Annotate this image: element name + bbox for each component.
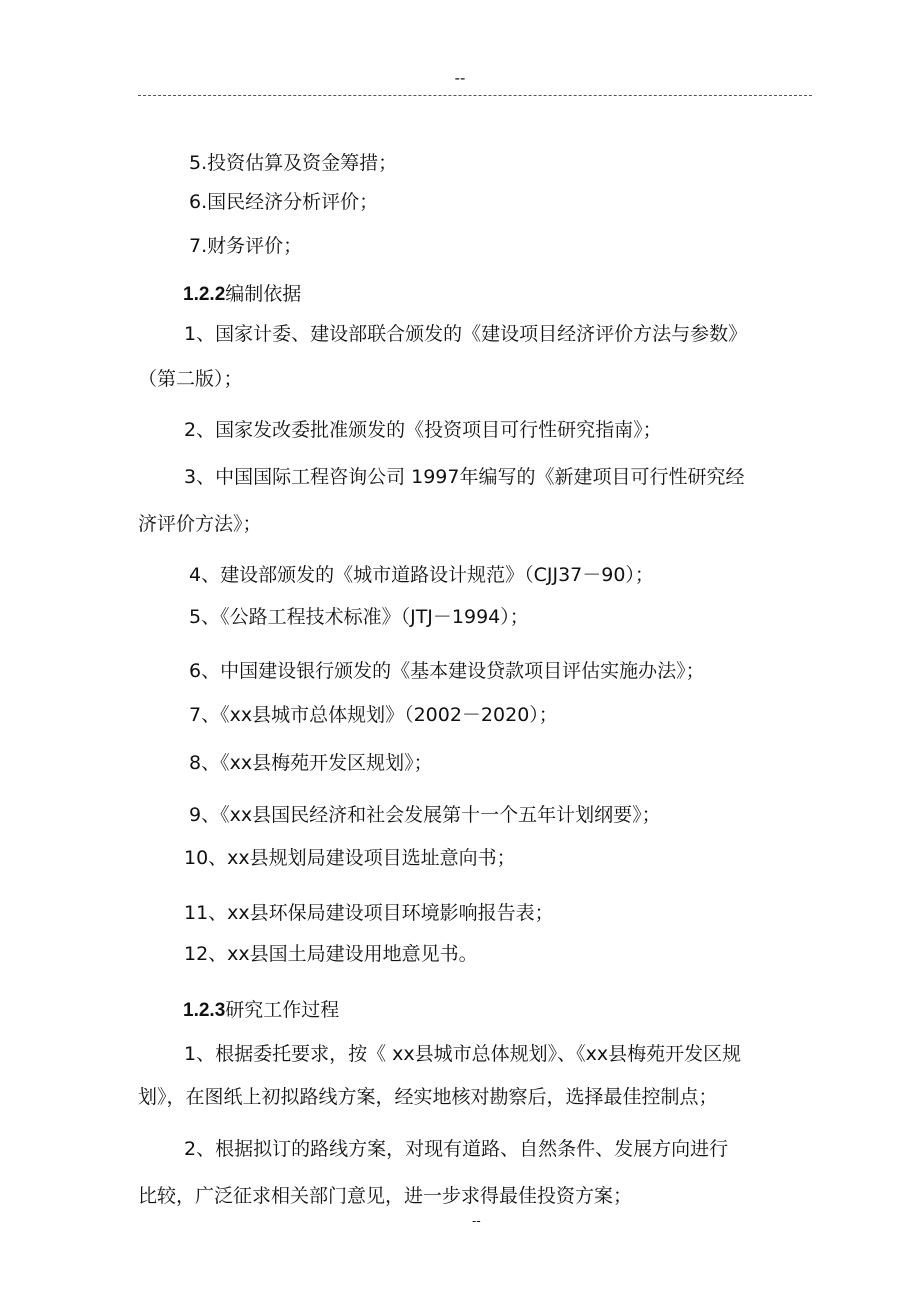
section-number: 1.2.3	[183, 1000, 226, 1021]
text-line: 12、xx县国土局建设用地意见书。	[184, 943, 478, 965]
section-number: 1.2.2	[183, 284, 226, 305]
section-title: 编制依据	[225, 283, 302, 305]
section-title: 研究工作过程	[225, 999, 340, 1021]
text-line: 3、中国国际工程咨询公司 1997年编写的《新建项目可行性研究经	[184, 466, 745, 488]
text-line: 11、xx县环保局建设项目环境影响报告表；	[184, 902, 554, 924]
page-footer-mark: --	[472, 1213, 481, 1228]
text-line: 8、《xx县梅苑开发区规划》；	[189, 752, 433, 774]
text-line: 比较，广泛征求相关部门意见，进一步求得最佳投资方案；	[138, 1185, 633, 1207]
text-line: 2、根据拟订的路线方案，对现有道路、自然条件、发展方向进行	[184, 1138, 729, 1160]
text-line: （第二版）；	[138, 368, 243, 390]
text-line: 7.财务评价；	[189, 235, 303, 257]
text-line: 7、《xx县城市总体规划》（2002－2020）；	[189, 704, 558, 726]
text-line: 5.投资估算及资金筹措；	[189, 152, 398, 174]
text-line: 4、建设部颁发的《城市道路设计规范》（CJJ37－90）；	[189, 564, 654, 586]
text-line: 2、国家发改委批准颁发的《投资项目可行性研究指南》；	[184, 419, 662, 441]
text-line: 6.国民经济分析评价；	[189, 191, 379, 213]
text-line: 1、国家计委、建设部联合颁发的《建设项目经济评价方法与参数》	[184, 323, 748, 345]
text-line: 济评价方法》；	[138, 513, 262, 535]
text-line: 1、根据委托要求，按《 xx县城市总体规划》、《xx县梅苑开发区规	[184, 1043, 742, 1065]
section-heading-1-2-3	[183, 998, 339, 1023]
header-rule	[138, 95, 812, 96]
text-line: 6、中国建设银行颁发的《基本建设贷款项目评估实施办法》；	[189, 660, 705, 682]
text-line: 划》，在图纸上初拟路线方案，经实地核对勘察后，选择最佳控制点；	[138, 1086, 718, 1108]
section-heading-1-2-2	[183, 282, 301, 307]
text-line: 5、《公路工程技术标准》（JTJ－1994）；	[189, 606, 529, 628]
text-line: 9、《xx县国民经济和社会发展第十一个五年计划纲要》；	[189, 804, 661, 826]
text-line: 10、xx县规划局建设项目选址意向书；	[184, 847, 516, 869]
page-header-mark: --	[454, 70, 466, 87]
